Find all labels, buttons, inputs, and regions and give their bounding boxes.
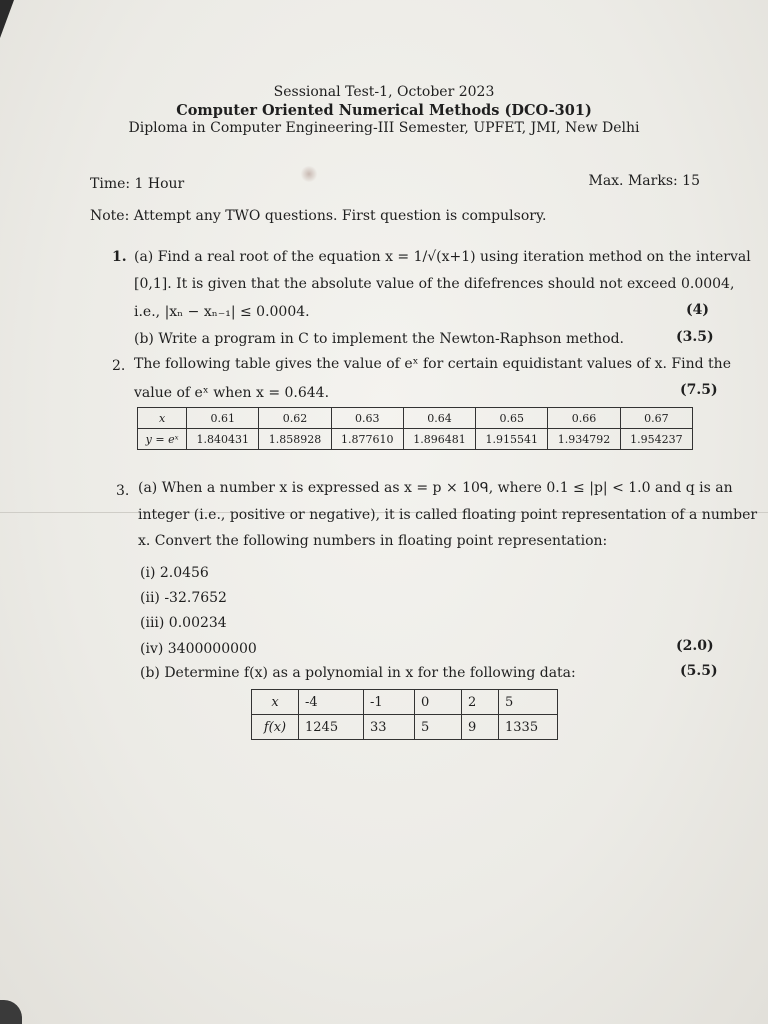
table-cell: f(x)	[252, 715, 299, 740]
q1-number: 1.	[112, 249, 127, 265]
table-cell: 0.64	[403, 408, 475, 429]
table-cell: 5	[415, 715, 462, 740]
table-cell: 33	[364, 715, 415, 740]
page-corner-shadow	[0, 0, 14, 38]
table-cell: 1.934792	[548, 429, 620, 450]
table-row	[252, 715, 558, 740]
q1a-line1: (a) Find a real root of the equation x = 1/√(x+1) using iteration method on the interval	[134, 249, 751, 265]
table-cell: 5	[499, 690, 558, 715]
table-cell: y = eˣ	[138, 429, 187, 450]
table-cell: 2	[462, 690, 499, 715]
q3-number: 3.	[116, 483, 130, 499]
q2-line1: The following table gives the value of eˣ for certain equidistant values of x. Find the	[134, 356, 731, 372]
q2-line2: value of eˣ when x = 0.644.	[134, 385, 330, 401]
table-cell: 0	[415, 690, 462, 715]
q3b-marks: (5.5)	[680, 663, 718, 679]
note: Note: Attempt any TWO questions. First question is compulsory.	[90, 208, 547, 224]
table-cell: 1335	[499, 715, 558, 740]
table-cell: 1.877610	[331, 429, 403, 450]
table-cell: 9	[462, 715, 499, 740]
time-label: Time: 1 Hour	[90, 176, 185, 192]
max-marks: Max. Marks: 15	[588, 173, 700, 189]
q1b-marks: (3.5)	[676, 329, 714, 345]
table-cell: -4	[299, 690, 364, 715]
q1b-text: (b) Write a program in C to implement the Newton-Raphson method.	[134, 331, 624, 347]
q2-number: 2.	[112, 358, 126, 374]
exp-table	[137, 407, 693, 450]
table-cell: 0.61	[187, 408, 259, 429]
q3a-marks: (2.0)	[676, 638, 714, 654]
q1a-marks: (4)	[686, 302, 709, 318]
table-cell: 1.915541	[476, 429, 548, 450]
table-cell: 1.858928	[259, 429, 331, 450]
table-cell: 0.65	[476, 408, 548, 429]
ink-mark	[300, 166, 318, 182]
table-cell: x	[138, 408, 187, 429]
table-cell: x	[252, 690, 299, 715]
q2-marks: (7.5)	[680, 382, 718, 398]
q3-item-3: (iii) 0.00234	[140, 615, 227, 631]
table-row	[138, 429, 693, 450]
table-cell: -1	[364, 690, 415, 715]
q3b-text: (b) Determine f(x) as a polynomial in x for the following data:	[140, 665, 576, 681]
program-title: Diploma in Computer Engineering-III Semester, UPFET, JMI, New Delhi	[128, 120, 640, 136]
table-cell: 0.67	[620, 408, 692, 429]
table-cell: 0.62	[259, 408, 331, 429]
q3-item-4: (iv) 3400000000	[140, 641, 257, 657]
course-title: Computer Oriented Numerical Methods (DCO-301)	[176, 102, 592, 119]
table-cell: 1.896481	[403, 429, 475, 450]
table-cell: 0.66	[548, 408, 620, 429]
q3a-line1: (a) When a number x is expressed as x = p × 10ᑫ, where 0.1 ≤ |p| < 1.0 and q is an	[138, 480, 733, 496]
q1a-line2: [0,1]. It is given that the absolute value of the difefrences should not exceed 0.0004,	[134, 276, 735, 292]
table-cell: 1.840431	[187, 429, 259, 450]
q3-item-1: (i) 2.0456	[140, 565, 209, 581]
q3a-line3: x. Convert the following numbers in floating point representation:	[138, 533, 608, 549]
q3-item-2: (ii) -32.7652	[140, 590, 227, 606]
poly-table	[251, 689, 558, 740]
table-row	[138, 408, 693, 429]
table-cell: 1.954237	[620, 429, 692, 450]
exam-title: Sessional Test-1, October 2023	[273, 84, 495, 100]
table-cell: 0.63	[331, 408, 403, 429]
table-cell: 1245	[299, 715, 364, 740]
q1a-line3: i.e., |xₙ − xₙ₋₁| ≤ 0.0004.	[134, 304, 310, 320]
table-row	[252, 690, 558, 715]
page-corner-shadow-bottom	[0, 1000, 22, 1024]
q3a-line2: integer (i.e., positive or negative), it is called floating point representation of a number	[138, 507, 758, 523]
